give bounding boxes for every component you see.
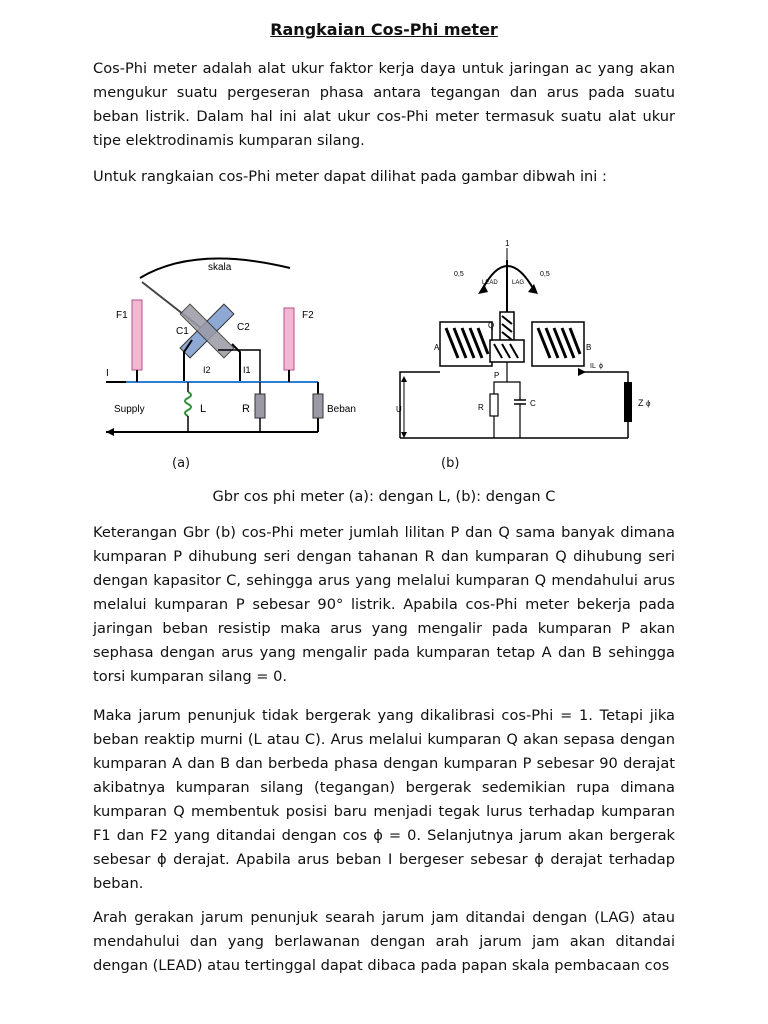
paragraph-figure-intro: Untuk rangkaian cos-Phi meter dapat dilihat pada gambar dibwah ini :	[93, 168, 607, 185]
paragraph-description-b: Keterangan Gbr (b) cos-Phi meter jumlah lilitan P dan Q sama banyak dimana kumparan P dihubung seri dengan tahanan R dan kumparan Q dihubung seri dengan kapasitor C, sehingga arus yang melalui kumparan Q mendahului arus melalui kumparan P sebesar 90° listrik. Apabila cos-Phi meter bekerja pada jaringan beban resistip maka arus yang mengalir pada kumparan P akan sephasa dengan arus yang mengalir pada kumparan tetap A dan B sehingga torsi kumparan silang = 0.	[93, 524, 675, 685]
label-l: L	[200, 403, 207, 415]
label-i1: I1	[243, 365, 251, 375]
label-b-u: U	[396, 405, 402, 414]
label-b-z: Z	[638, 398, 644, 408]
label-b-q: Q	[488, 321, 495, 330]
paragraph-pointer-behavior: Maka jarum penunjuk tidak bergerak yang dikalibrasi cos-Phi = 1. Tetapi jika beban reaktip murni (L atau C). Arus melalui kumparan Q akan sepasa dengan kumparan A dan B dan berbeda phasa dengan kumparan P sebesar 90 derajat akibatnya kumparan silang (tegangan) bergerak sedemikian rupa dimana kumparan Q membentuk posisi baru menjadi tegak lurus terhadap kumparan F1 dan F2 yang ditandai dengan cos ϕ = 0. Selanjutnya jarum akan bergerak sebesar ϕ derajat. Apabila arus beban I bergeser sebesar ϕ derajat terhadap beban.	[93, 707, 675, 892]
label-b-z-phi: ϕ	[646, 399, 651, 408]
label-b-p: P	[494, 371, 500, 380]
label-r: R	[242, 403, 250, 415]
figure-a-label: (a)	[172, 456, 191, 471]
figure-caption: Gbr cos phi meter (a): dengan L, (b): dengan C	[212, 488, 556, 505]
label-b-right-05: 0,5	[540, 271, 550, 278]
label-b-il-phi: ϕ	[599, 363, 603, 370]
label-b-one: 1	[505, 239, 510, 248]
label-b-b: B	[586, 343, 592, 352]
label-supply: Supply	[114, 404, 145, 415]
label-c2: C2	[237, 322, 250, 333]
label-skala: skala	[208, 262, 232, 273]
label-f2: F2	[302, 310, 314, 321]
label-f1: F1	[116, 310, 128, 321]
document-title: Rangkaian Cos-Phi meter	[270, 20, 498, 39]
label-b-left-05: 0,5	[454, 271, 464, 278]
figure-b-diagram	[390, 232, 670, 447]
figure-b-label: (b)	[441, 456, 460, 471]
label-b-lead: LEAD	[482, 280, 498, 286]
label-i2: I2	[203, 365, 211, 375]
label-b-lag: LAG	[512, 280, 525, 286]
label-b-c: C	[530, 399, 536, 408]
paragraph-intro: Cos-Phi meter adalah alat ukur faktor kerja daya untuk jaringan ac yang akan mengukur suatu pergeseran phasa antara tegangan dan arus pada suatu beban listrik. Dalam hal ini alat ukur cos-Phi meter termasuk suatu alat ukur tipe elektrodinamis kumparan silang.	[93, 60, 675, 149]
paragraph-direction: Arah gerakan jarum penunjuk searah jarum jam ditandai dengan (LAG) atau mendahului dan yang berlawanan dengan arah jarum jam akan ditandai dengan (LEAD) atau tertinggal dapat dibaca pada papan skala pembacaan cos	[93, 909, 675, 974]
label-b-r: R	[478, 403, 484, 412]
label-b-il: IL	[590, 363, 596, 370]
label-beban: Beban	[327, 404, 356, 415]
label-b-a: A	[434, 343, 440, 352]
label-c1: C1	[176, 326, 189, 337]
label-i: I	[106, 368, 109, 379]
figure-a-diagram	[100, 240, 356, 445]
